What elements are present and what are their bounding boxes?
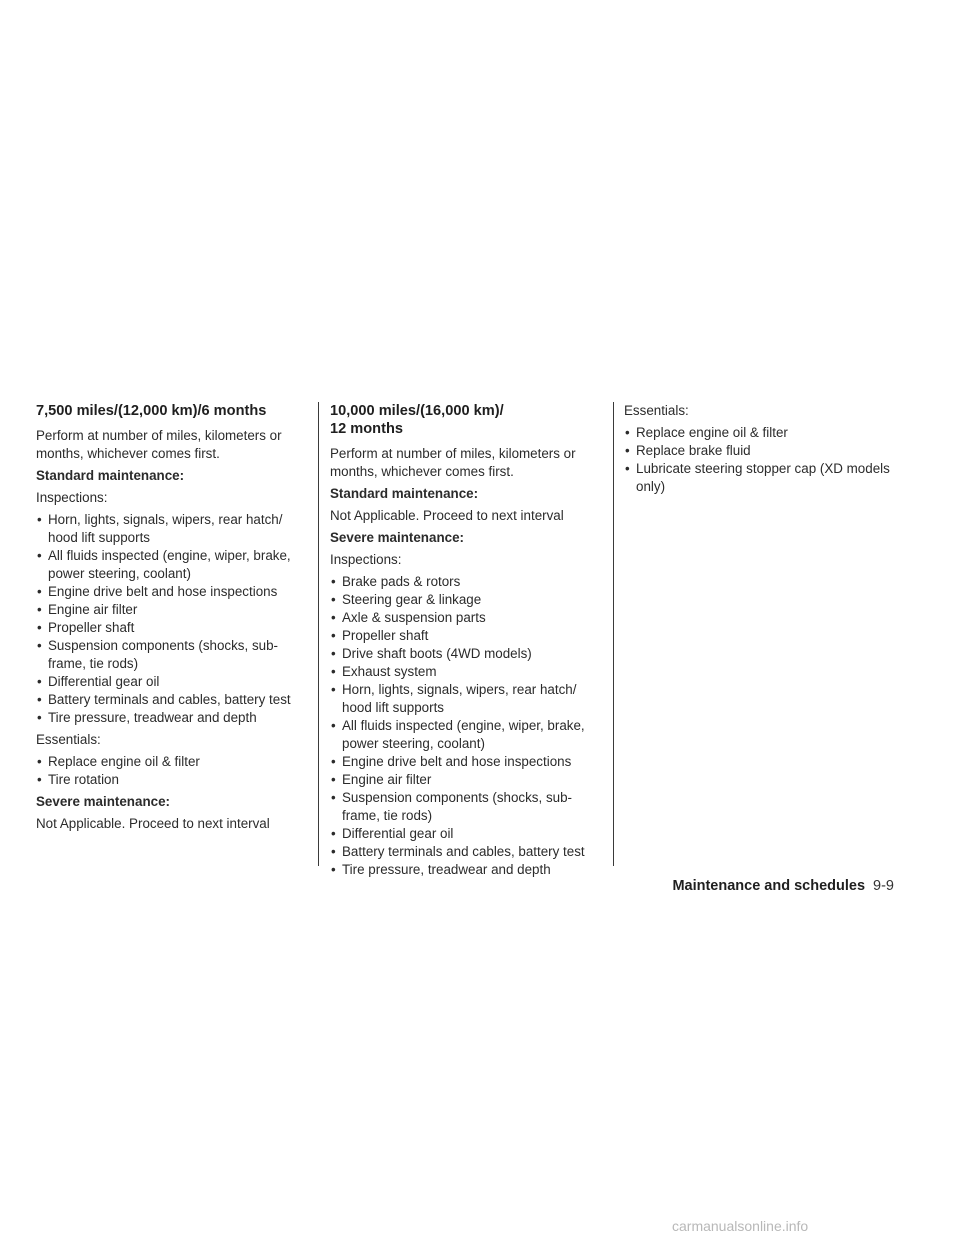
essentials-label: Essentials:: [624, 403, 689, 418]
list-item: • Tire pressure, treadwear and depth: [330, 861, 602, 879]
list-item: • Tire rotation: [36, 771, 308, 789]
essentials-list: [36, 753, 308, 789]
list-item: • Brake pads & rotors: [330, 573, 602, 591]
watermark: carmanualsonline.info: [672, 1218, 809, 1234]
list-item: • Battery terminals and cables, battery test: [330, 843, 602, 861]
list-item: • Differential gear oil: [36, 673, 308, 691]
list-item: • Replace brake fluid: [624, 442, 896, 460]
standard-maintenance-heading: Standard maintenance:: [36, 468, 185, 483]
list-item: • Replace engine oil & filter: [36, 753, 308, 771]
list-item: • Steering gear & linkage: [330, 591, 602, 609]
inspections-label: Inspections:: [330, 552, 402, 567]
list-item: • Replace engine oil & filter: [624, 424, 896, 442]
column-7500-miles: [36, 402, 308, 837]
severe-maintenance-heading: Severe maintenance:: [36, 794, 170, 809]
inspections-list: [330, 573, 602, 879]
section-title-10000: [330, 402, 602, 438]
section-title-7500: 7,500 miles/(12,000 km)/6 months: [36, 403, 267, 419]
page-footer: [672, 877, 894, 895]
footer-section-title: Maintenance and schedules: [672, 878, 866, 894]
severe-text: Not Applicable. Proceed to next interval: [36, 816, 270, 831]
column-divider: [318, 402, 319, 866]
severe-maintenance-heading: Severe maintenance:: [330, 530, 464, 545]
list-item: • Suspension components (shocks, sub-frame, tie rods): [330, 789, 602, 825]
inspections-list: [36, 511, 308, 727]
list-item: • Propeller shaft: [36, 619, 308, 637]
list-item: • All fluids inspected (engine, wiper, brake, power steering, coolant): [330, 717, 602, 753]
column-divider: [613, 402, 614, 866]
list-item: • Engine air filter: [36, 601, 308, 619]
list-item: • Engine air filter: [330, 771, 602, 789]
standard-text: Not Applicable. Proceed to next interval: [330, 508, 564, 523]
column-10000-continued: [624, 402, 896, 500]
list-item: • Suspension components (shocks, sub-frame, tie rods): [36, 637, 308, 673]
column-10000-miles: [330, 402, 602, 883]
section-title-line2: 12 months: [330, 421, 403, 437]
essentials-label: Essentials:: [36, 732, 101, 747]
section-title-line1: 10,000 miles/(16,000 km)/: [330, 403, 504, 419]
list-item: • All fluids inspected (engine, wiper, brake, power steering, coolant): [36, 547, 308, 583]
intro-text: Perform at number of miles, kilometers or months, whichever comes first.: [330, 446, 576, 479]
list-item: • Propeller shaft: [330, 627, 602, 645]
standard-maintenance-heading: Standard maintenance:: [330, 486, 479, 501]
list-item: • Horn, lights, signals, wipers, rear hatch/ hood lift supports: [330, 681, 602, 717]
list-item: • Exhaust system: [330, 663, 602, 681]
list-item: • Tire pressure, treadwear and depth: [36, 709, 308, 727]
list-item: • Lubricate steering stopper cap (XD models only): [624, 460, 896, 496]
essentials-list: [624, 424, 896, 496]
list-item: • Engine drive belt and hose inspections: [36, 583, 308, 601]
list-item: • Engine drive belt and hose inspections: [330, 753, 602, 771]
intro-text: Perform at number of miles, kilometers or months, whichever comes first.: [36, 428, 282, 461]
page-number: 9-9: [873, 878, 894, 894]
inspections-label: Inspections:: [36, 490, 108, 505]
list-item: • Axle & suspension parts: [330, 609, 602, 627]
list-item: • Battery terminals and cables, battery test: [36, 691, 308, 709]
list-item: • Differential gear oil: [330, 825, 602, 843]
list-item: • Horn, lights, signals, wipers, rear hatch/ hood lift supports: [36, 511, 308, 547]
list-item: • Drive shaft boots (4WD models): [330, 645, 602, 663]
